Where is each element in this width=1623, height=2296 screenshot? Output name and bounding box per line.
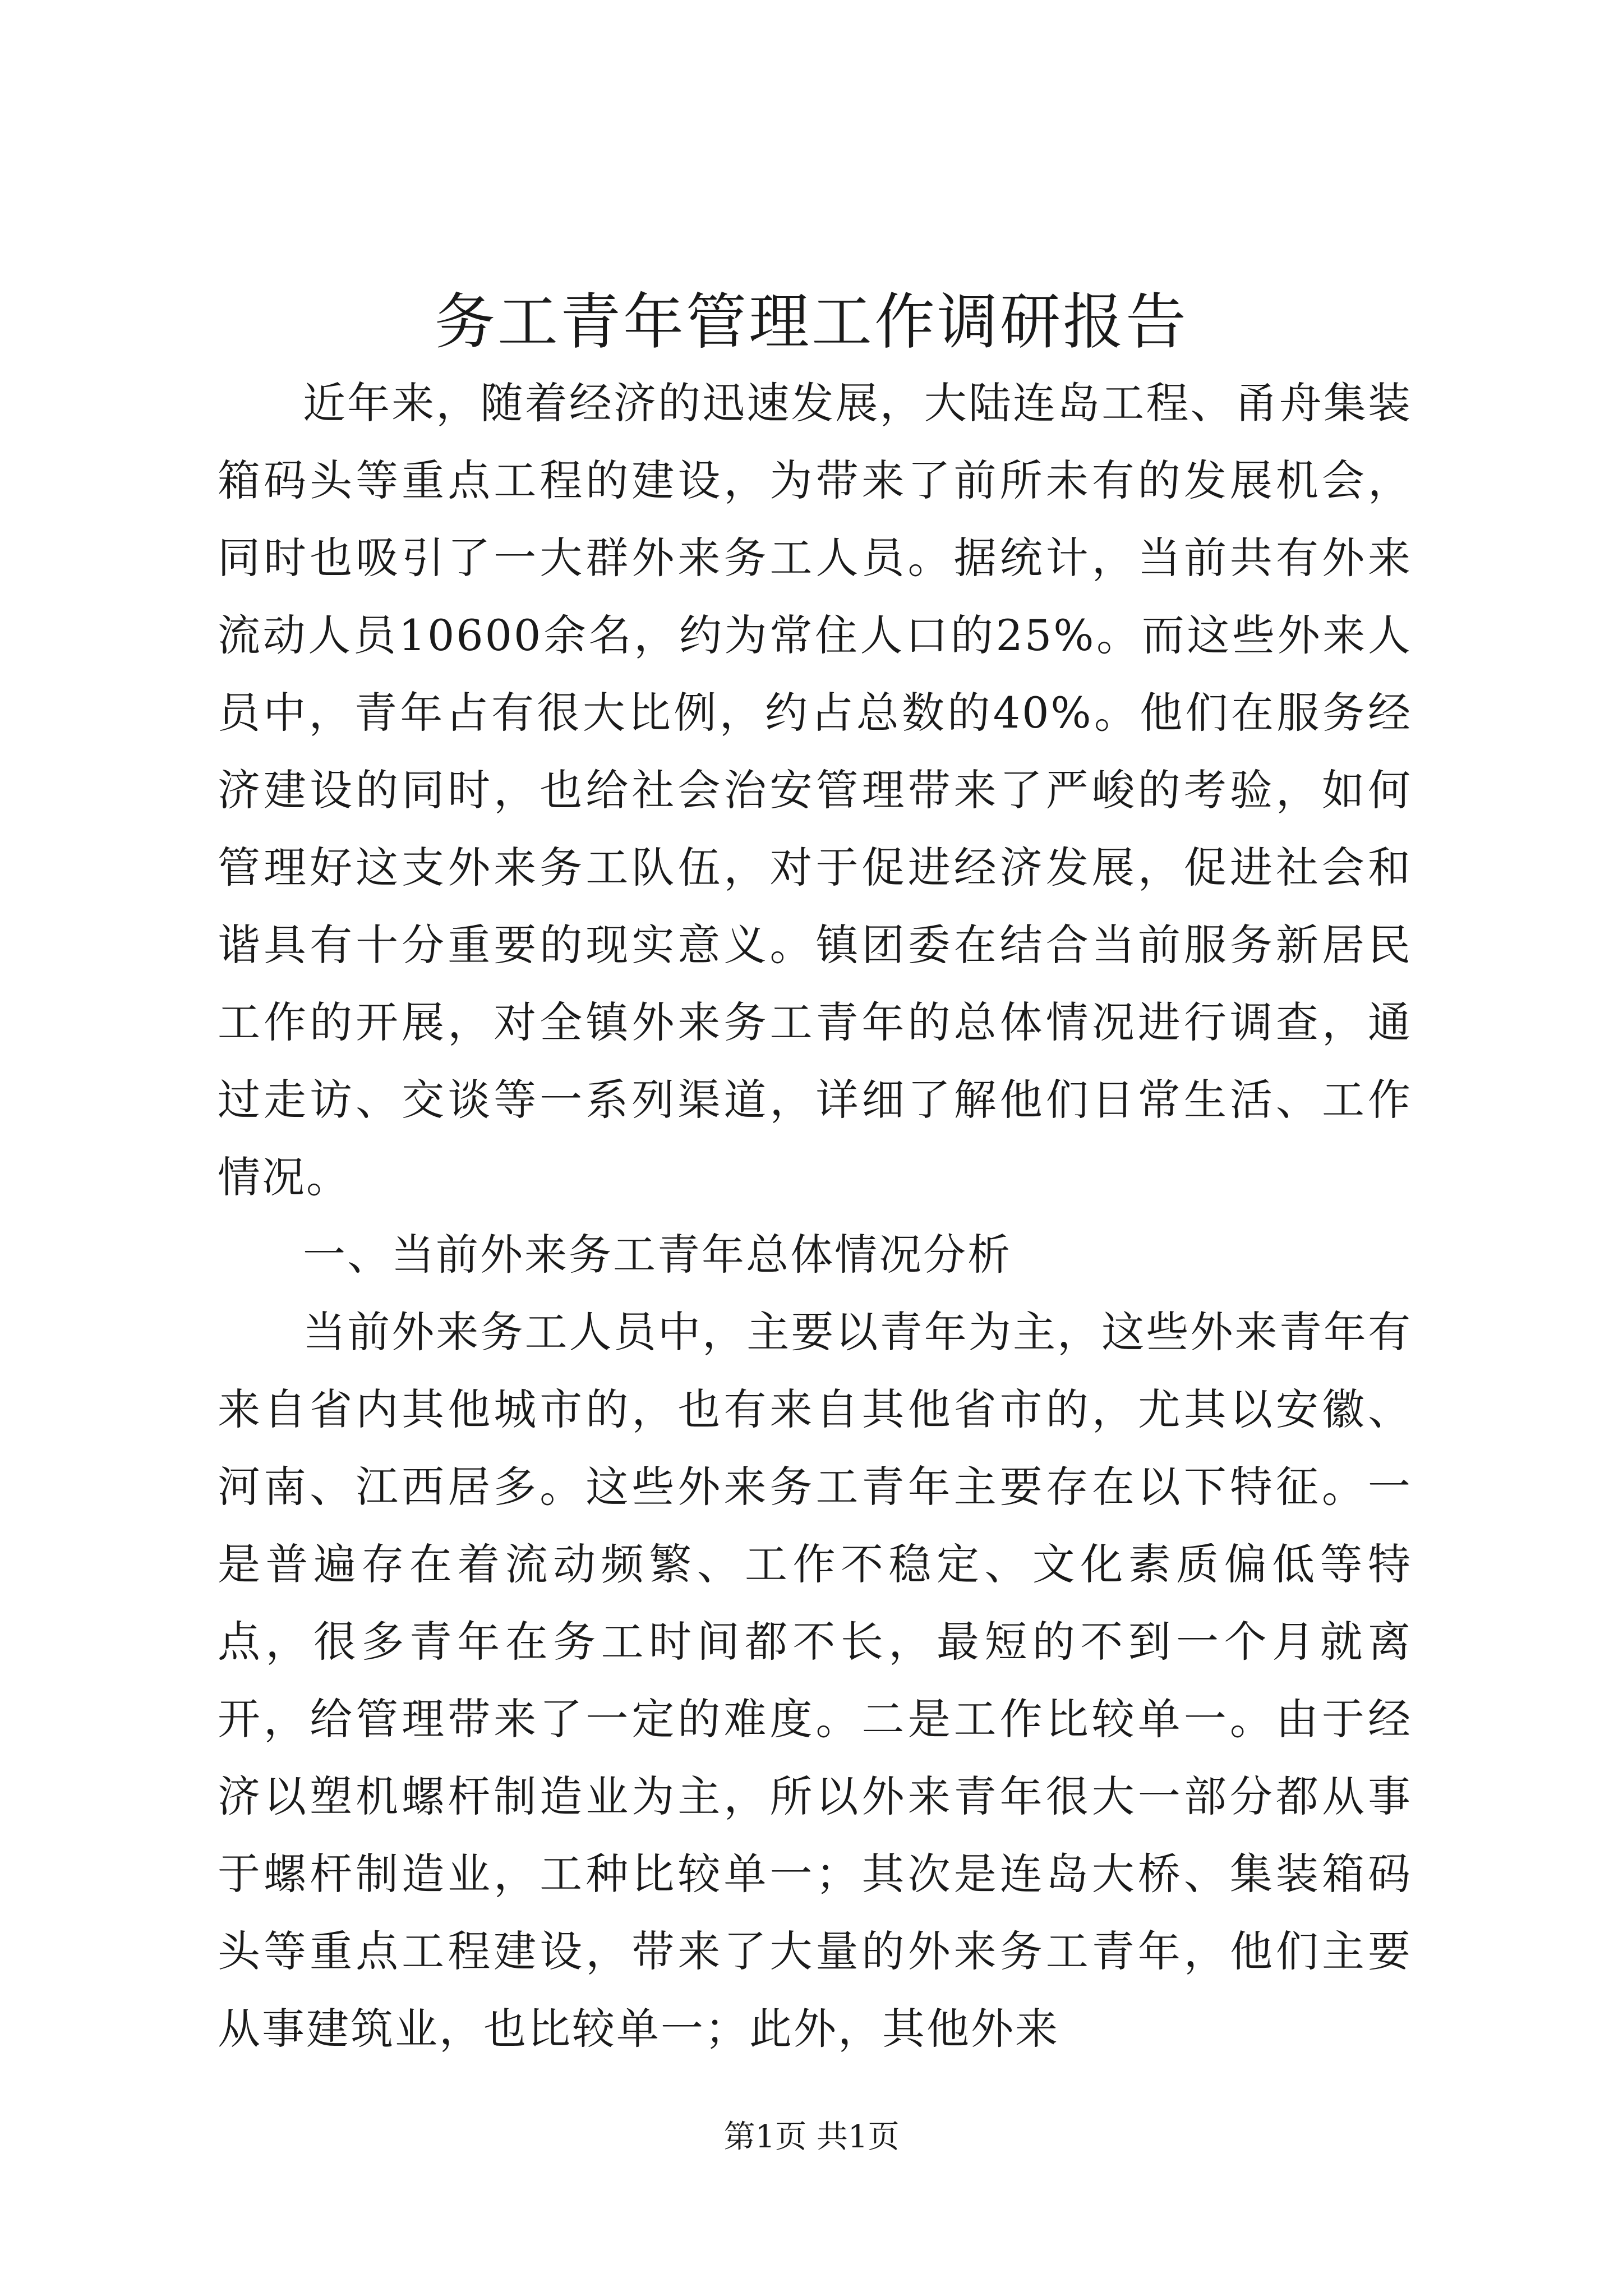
document-body <box>218 365 1412 2068</box>
paragraph-intro: 近年来，随着经济的迅速发展，大陆连岛工程、甬舟集装箱码头等重点工程的建设，为带来了前所未有的发展机会，同时也吸引了一大群外来务工人员。据统计，当前共有外来流动人员10600余名，约为常住人口的25%。而这些外来人员中，青年占有很大比例，约占总数的40%。他们在服务经济建设的同时，也给社会治安管理带来了严峻的考验，如何管理好这支外来务工队伍，对于促进经济发展，促进社会和谐具有十分重要的现实意义。镇团委在结合当前服务新居民工作的开展，对全镇外来务工青年的总体情况进行调查，通过走访、交谈等一系列渠道，详细了解他们日常生活、工作情况。 <box>218 378 1412 1202</box>
section-heading-1: 一、当前外来务工青年总体情况分析 <box>303 1230 1012 1280</box>
page-footer: 第1页 共1页 <box>723 2119 900 2155</box>
document-title: 务工青年管理工作调研报告 <box>434 287 1188 357</box>
paragraph-analysis: 当前外来务工人员中，主要以青年为主，这些外来青年有来自省内其他城市的，也有来自其他省市的，尤其以安徽、河南、江西居多。这些外来务工青年主要存在以下特征。一是普遍存在着流动频繁、工作不稳定、文化素质偏低等特点，很多青年在务工时间都不长，最短的不到一个月就离开，给管理带来了一定的难度。二是工作比较单一。由于经济以塑机螺杆制造业为主，所以外来青年很大一部分都从事于螺杆制造业，工种比较单一；其次是连岛大桥、集装箱码头等重点工程建设，带来了大量的外来务工青年，他们主要从事建筑业，也比较单一；此外，其他外来 <box>218 1307 1412 2054</box>
